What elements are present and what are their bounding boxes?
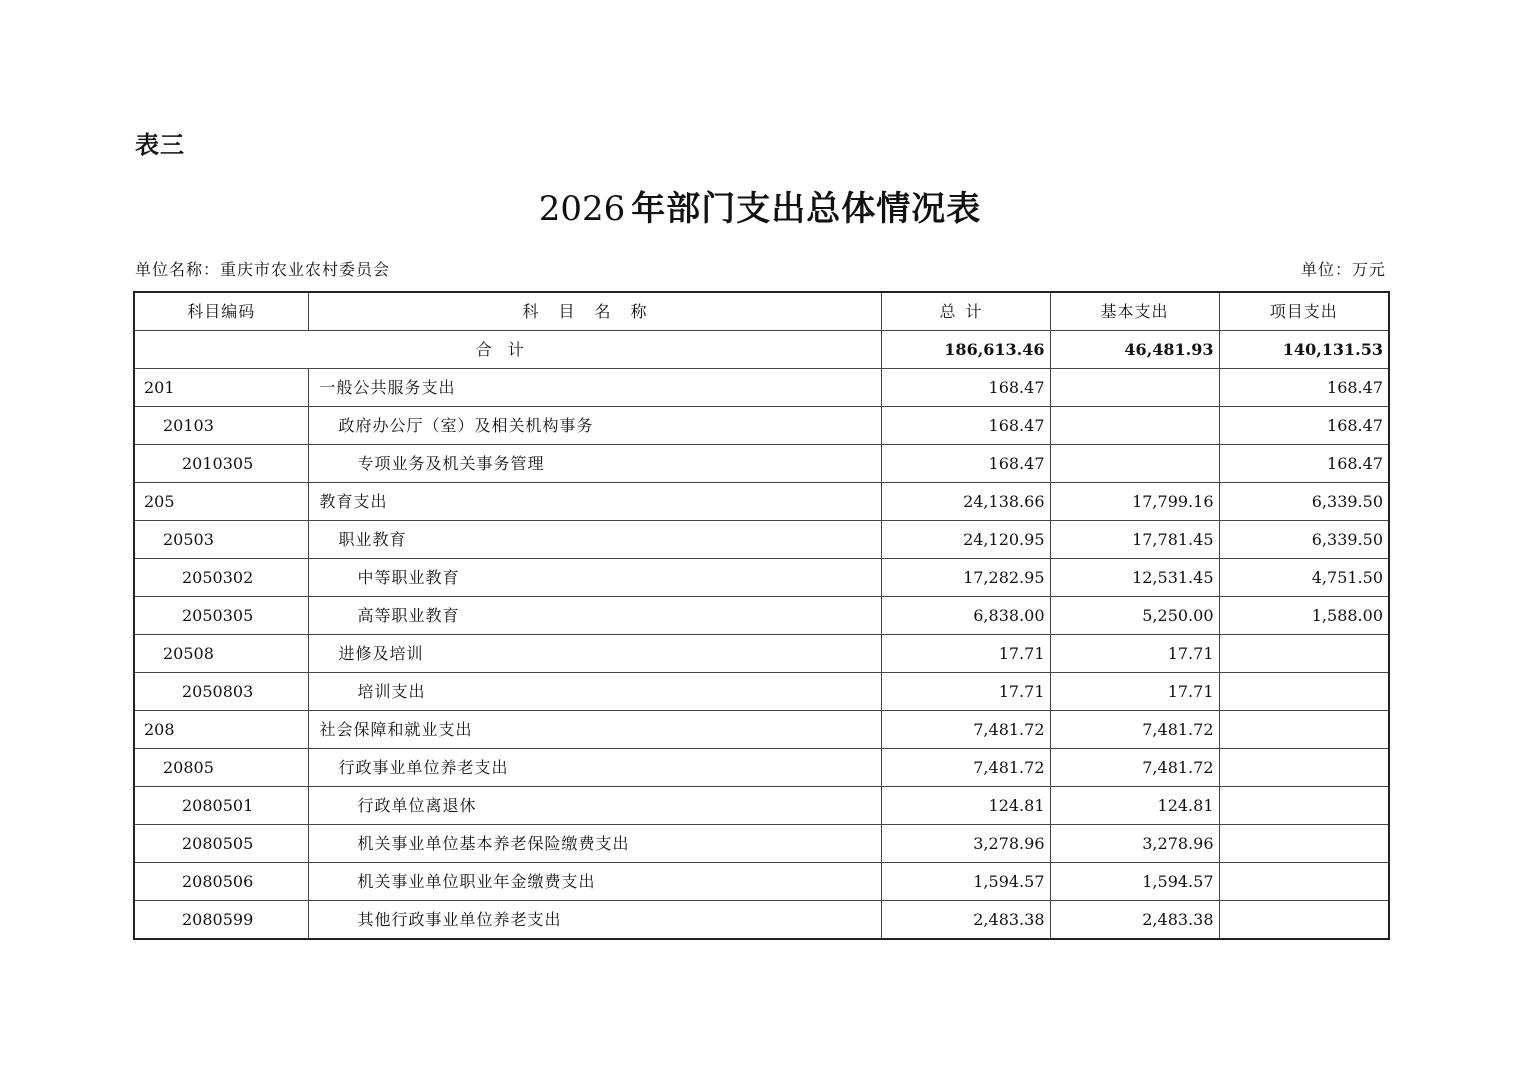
table-row [134, 825, 1389, 863]
project-cell: 4,751.50 [1219, 559, 1389, 597]
code-cell: 2080501 [134, 787, 308, 825]
project-cell: 6,339.50 [1219, 483, 1389, 521]
code-cell: 20103 [134, 407, 308, 445]
basic-cell: 7,481.72 [1050, 711, 1219, 749]
project-cell [1219, 787, 1389, 825]
basic-cell: 3,278.96 [1050, 825, 1219, 863]
header-code: 科目编码 [134, 292, 308, 331]
total-basic-cell: 46,481.93 [1050, 331, 1219, 369]
unit-info-row [135, 258, 1388, 282]
total-cell: 168.47 [881, 445, 1050, 483]
project-cell [1219, 711, 1389, 749]
basic-cell: 1,594.57 [1050, 863, 1219, 901]
header-basic: 基本支出 [1050, 292, 1219, 331]
name-cell: 行政事业单位养老支出 [308, 749, 881, 787]
name-cell: 机关事业单位基本养老保险缴费支出 [308, 825, 881, 863]
name-cell: 专项业务及机关事务管理 [308, 445, 881, 483]
total-cell: 1,594.57 [881, 863, 1050, 901]
code-cell: 201 [134, 369, 308, 407]
total-cell: 7,481.72 [881, 711, 1050, 749]
code-cell: 20805 [134, 749, 308, 787]
project-cell: 168.47 [1219, 445, 1389, 483]
total-cell: 24,120.95 [881, 521, 1050, 559]
table-row [134, 369, 1389, 407]
table-row [134, 407, 1389, 445]
name-cell: 高等职业教育 [308, 597, 881, 635]
table-row [134, 635, 1389, 673]
basic-cell: 7,481.72 [1050, 749, 1219, 787]
page-title [0, 186, 1520, 232]
title-year: 2026 [538, 189, 626, 229]
project-cell: 1,588.00 [1219, 597, 1389, 635]
header-total: 总计 [881, 292, 1050, 331]
name-cell: 进修及培训 [308, 635, 881, 673]
total-cell: 168.47 [881, 407, 1050, 445]
header-name: 科目名称 [308, 292, 881, 331]
name-cell: 其他行政事业单位养老支出 [308, 901, 881, 940]
total-cell: 7,481.72 [881, 749, 1050, 787]
name-cell: 教育支出 [308, 483, 881, 521]
name-cell: 培训支出 [308, 673, 881, 711]
expenditure-table [133, 291, 1390, 940]
code-cell: 2050803 [134, 673, 308, 711]
total-cell: 17,282.95 [881, 559, 1050, 597]
project-cell [1219, 635, 1389, 673]
total-row [134, 331, 1389, 369]
basic-cell: 17,781.45 [1050, 521, 1219, 559]
total-cell: 168.47 [881, 369, 1050, 407]
code-cell: 2010305 [134, 445, 308, 483]
header-project: 项目支出 [1219, 292, 1389, 331]
basic-cell [1050, 369, 1219, 407]
name-cell: 机关事业单位职业年金缴费支出 [308, 863, 881, 901]
basic-cell: 17,799.16 [1050, 483, 1219, 521]
code-cell: 2080599 [134, 901, 308, 940]
table-row [134, 559, 1389, 597]
table-row [134, 863, 1389, 901]
total-cell: 17.71 [881, 673, 1050, 711]
name-cell: 职业教育 [308, 521, 881, 559]
total-cell: 24,138.66 [881, 483, 1050, 521]
basic-cell: 2,483.38 [1050, 901, 1219, 940]
basic-cell: 12,531.45 [1050, 559, 1219, 597]
code-cell: 2080505 [134, 825, 308, 863]
project-cell: 168.47 [1219, 369, 1389, 407]
basic-cell: 17.71 [1050, 673, 1219, 711]
title-text: 年部门支出总体情况表 [631, 189, 982, 229]
name-cell: 政府办公厅（室）及相关机构事务 [308, 407, 881, 445]
code-cell: 208 [134, 711, 308, 749]
name-cell: 一般公共服务支出 [308, 369, 881, 407]
basic-cell: 5,250.00 [1050, 597, 1219, 635]
name-cell: 社会保障和就业支出 [308, 711, 881, 749]
basic-cell: 17.71 [1050, 635, 1219, 673]
currency-unit-label: 单位：万元 [1300, 260, 1386, 279]
basic-cell [1050, 407, 1219, 445]
table-row [134, 597, 1389, 635]
project-cell: 168.47 [1219, 407, 1389, 445]
code-cell: 2080506 [134, 863, 308, 901]
table-row [134, 673, 1389, 711]
code-cell: 20508 [134, 635, 308, 673]
project-cell [1219, 673, 1389, 711]
table-row [134, 483, 1389, 521]
table-row [134, 901, 1389, 940]
project-cell [1219, 901, 1389, 940]
project-cell [1219, 749, 1389, 787]
code-cell: 2050305 [134, 597, 308, 635]
table-row [134, 521, 1389, 559]
table-row [134, 787, 1389, 825]
total-cell: 124.81 [881, 787, 1050, 825]
code-cell: 20503 [134, 521, 308, 559]
table-number: 表三 [135, 131, 185, 159]
total-project-cell: 140,131.53 [1219, 331, 1389, 369]
basic-cell: 124.81 [1050, 787, 1219, 825]
organization-label: 单位名称：重庆市农业农村委员会 [135, 260, 391, 279]
name-cell: 中等职业教育 [308, 559, 881, 597]
table-row [134, 445, 1389, 483]
project-cell [1219, 863, 1389, 901]
code-cell: 2050302 [134, 559, 308, 597]
total-cell: 17.71 [881, 635, 1050, 673]
total-total-cell: 186,613.46 [881, 331, 1050, 369]
basic-cell [1050, 445, 1219, 483]
total-cell: 3,278.96 [881, 825, 1050, 863]
project-cell [1219, 825, 1389, 863]
table-row [134, 711, 1389, 749]
table-row [134, 749, 1389, 787]
name-cell: 行政单位离退休 [308, 787, 881, 825]
code-cell: 205 [134, 483, 308, 521]
project-cell: 6,339.50 [1219, 521, 1389, 559]
total-cell: 2,483.38 [881, 901, 1050, 940]
total-cell: 6,838.00 [881, 597, 1050, 635]
table-header-row [134, 292, 1389, 331]
total-label: 合计 [134, 331, 881, 369]
